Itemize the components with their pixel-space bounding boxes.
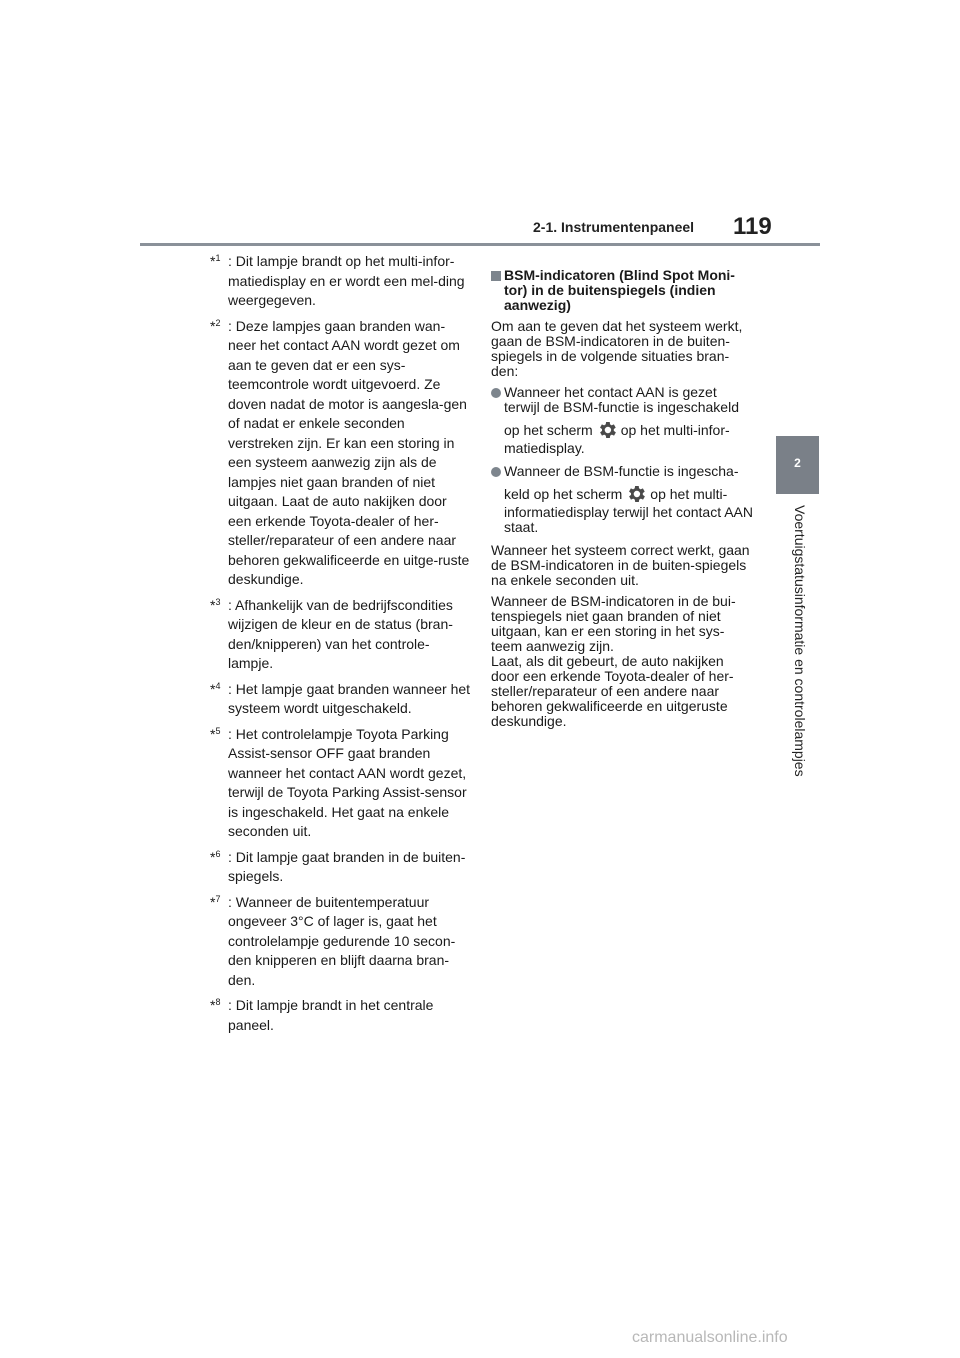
- circle-bullet-icon: [491, 388, 501, 398]
- footnote: *$^4$ : Het lampje gaat branden wanneer het systeem wordt uitgeschakeld.: [210, 680, 471, 716]
- chapter-title: Voertuigstatusinformatie en controlelampjes: [792, 505, 808, 777]
- bsm-bullet: Wanneer het contact AAN is gezet terwijl de BSM-functie is ingeschakeld op het scherm op het multi-infor-matiedisplay.: [491, 385, 753, 456]
- bsm-paragraph: Wanneer het systeem correct werkt, gaan de BSM-indicatoren in de buiten-spiegels na enkele seconden uit.: [491, 542, 750, 588]
- bsm-paragraph: Wanneer de BSM-indicatoren in de bui-tenspiegels niet gaan branden of niet uitgaan, kan er een storing in het sys-teem aanwezig zijn.: [491, 593, 736, 654]
- footnote: *$^3$ : Afhankelijk van de bedrijfscondities wijzigen de kleur en de status (bran-den/knipperen) van het controle-lampje.: [210, 596, 453, 671]
- gear-icon: [596, 419, 618, 441]
- footnote-mark: *$^1$: [210, 253, 221, 269]
- page-number: 119: [733, 213, 772, 240]
- footnotes-column: [210, 252, 472, 1041]
- bsm-bullet: Wanneer de BSM-functie is ingescha- keld op het scherm op het multi-informatiedisplay terwijl het contact AAN staat.: [491, 464, 753, 535]
- chapter-number: 2: [794, 456, 801, 470]
- footnote-mark: *$^6$: [210, 848, 221, 865]
- square-bullet-icon: [491, 271, 501, 281]
- circle-bullet-icon: [491, 467, 501, 477]
- footnote-mark: *$^5$: [210, 725, 221, 742]
- bsm-paragraph: Laat, als dit gebeurt, de auto nakijken door een erkende Toyota-dealer of her-steller/reparateur of een andere naar behoren gekwalificeerde en uitgeruste deskundige.: [491, 653, 734, 729]
- bsm-intro: Om aan te geven dat het systeem werkt, gaan de BSM-indicatoren in de buiten-spiegels in de volgende situaties bran-den:: [491, 318, 743, 379]
- footnote: *$^7$ : Wanneer de buitentemperatuur ongeveer 3°C of lager is, gaat het controlelampje gedurende 10 secon-den knipperen en blijft daarna bran-den.: [210, 893, 456, 988]
- footnote: *$^2$ : Deze lampjes gaan branden wan-neer het contact AAN wordt gezet om aan te geven dat er een sys-teemcontrole wordt uitgevoerd. Ze doven nadat de motor is aangesla-gen of nadat er enkele seconden verstreken zijn. Er kan een storing in een systeem aanwezig zijn als de lampjes niet gaan branden of niet uitgaan. Laat de auto nakijken door een erkende Toyota-dealer of her-steller/reparateur of een andere naar behoren gekwalificeerde en uitge-ruste deskundige.: [210, 317, 470, 587]
- section-title: 2-1. Instrumentenpaneel: [533, 219, 695, 235]
- header-divider: [140, 243, 820, 246]
- footnote-mark: *$^2$: [210, 317, 221, 334]
- footnote-mark: *$^8$: [210, 997, 221, 1013]
- footnote-mark: *$^3$: [210, 596, 221, 613]
- footnote: *$^1$ : Dit lampje brandt op het multi-infor-matiedisplay en er wordt een mel-ding weergegeven.: [210, 253, 465, 308]
- footnote-mark: *$^4$: [210, 680, 221, 697]
- bsm-heading: BSM-indicatoren (Blind Spot Moni-tor) in de buitenspiegels (indien aanwezig): [491, 268, 753, 313]
- footnote-mark: *$^7$: [210, 893, 221, 910]
- watermark: carmanualsonline.info: [632, 1329, 788, 1346]
- footnote: *$^6$ : Dit lampje gaat branden in de buiten-spiegels.: [210, 848, 466, 884]
- bsm-section: [491, 268, 753, 735]
- footnote: *$^5$ : Het controlelampje Toyota Parking Assist-sensor OFF gaat branden wanneer het contact AAN wordt gezet, terwijl de Toyota Parking Assist-sensor is ingeschakeld. Het gaat na enkele seconden uit.: [210, 725, 467, 839]
- footnote: *$^8$ : Dit lampje brandt in het centrale paneel.: [210, 997, 434, 1033]
- gear-icon: [625, 483, 647, 505]
